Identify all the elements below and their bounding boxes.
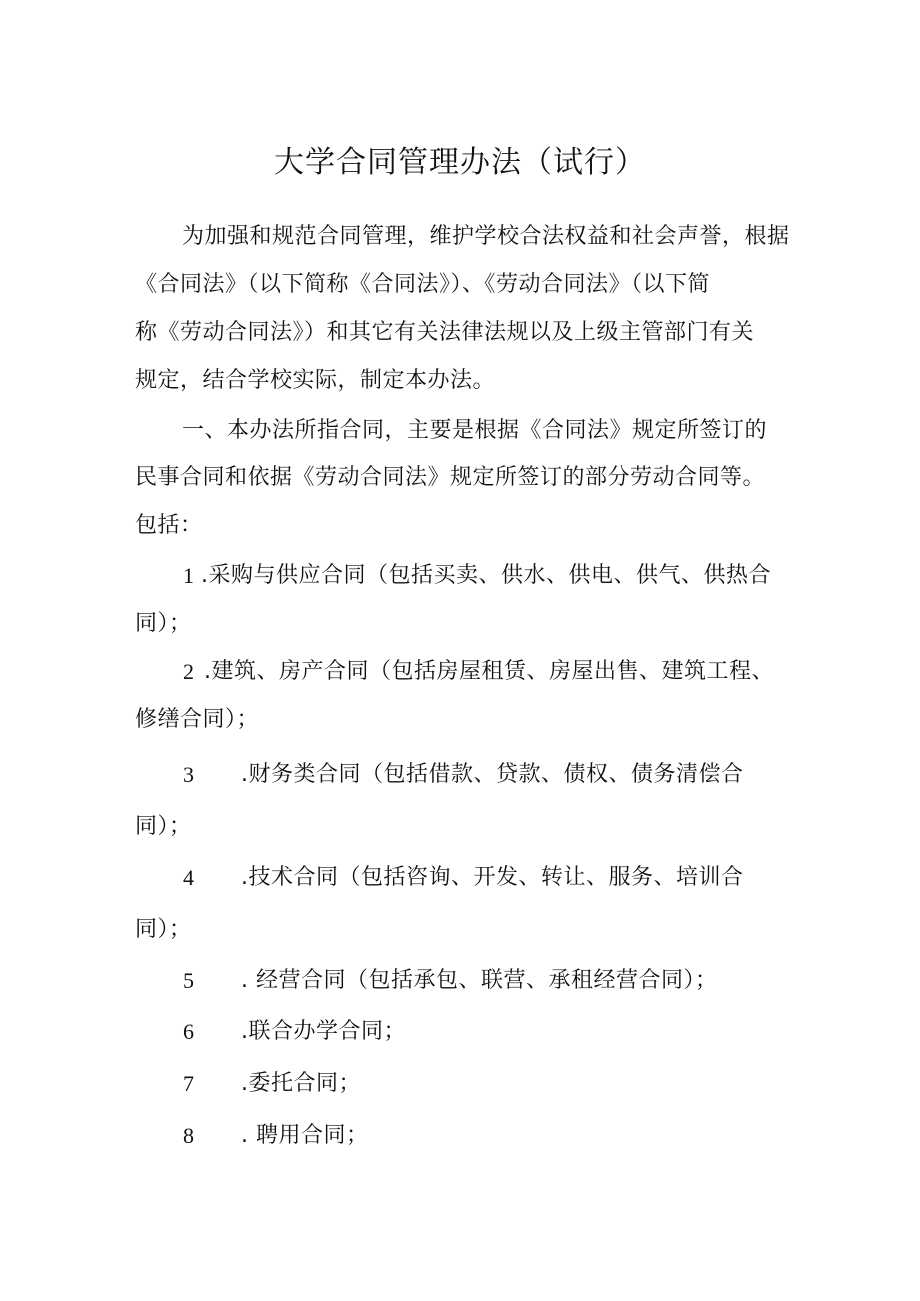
list-item-text: .委托合同； (241, 1071, 361, 1096)
list-item-number: 7 (183, 1071, 194, 1096)
list-item-number: 5 (183, 968, 194, 993)
list-item-number: 1 (183, 563, 194, 588)
intro-line: 《合同法》（以下简称《合同法》）、《劳动合同法》（以下简 (135, 272, 711, 297)
list-item-continuation: 同）； (135, 917, 192, 942)
list-item-text: .采购与供应合同（包括买卖、供水、供电、供气、供热合 (201, 563, 771, 588)
list-item-text: .财务类合同（包括借款、贷款、债权、债务清偿合 (241, 762, 744, 787)
list-item-number: 4 (183, 865, 194, 890)
list-item-text: . 经营合同（包括承包、联营、承租经营合同）； (241, 968, 718, 993)
list-item-text: .技术合同（包括咨询、开发、转让、服务、培训合 (241, 865, 744, 890)
document-title: 大学合同管理办法（试行） (274, 145, 646, 180)
intro-line: 规定，结合学校实际，制定本办法。 (135, 368, 496, 393)
list-item-continuation: 同）； (135, 814, 192, 839)
list-item-number: 8 (183, 1123, 194, 1148)
list-item-number: 2 (183, 659, 194, 684)
intro-line: 为加强和规范合同管理，维护学校合法权益和社会声誉，根据 (182, 224, 790, 249)
list-item-text: .联合办学合同； (241, 1019, 406, 1044)
list-item-text: .建筑、房产合同（包括房屋租赁、房屋出售、建筑工程、 (204, 659, 774, 684)
list-item-text: . 聘用合同； (241, 1123, 369, 1148)
list-item-number: 6 (183, 1019, 194, 1044)
intro-line: 称《劳动合同法》）和其它有关法律法规以及上级主管部门有关 (135, 320, 755, 345)
list-item-number: 3 (183, 762, 194, 787)
list-item-continuation: 修缮合同）； (135, 707, 260, 732)
section-line: 一、本办法所指合同，主要是根据《合同法》规定所签订的 (182, 418, 768, 443)
section-line: 民事合同和依据《劳动合同法》规定所签订的部分劳动合同等。 (135, 465, 766, 490)
section-line: 包括： (135, 513, 203, 538)
list-item-continuation: 同）； (135, 611, 192, 636)
